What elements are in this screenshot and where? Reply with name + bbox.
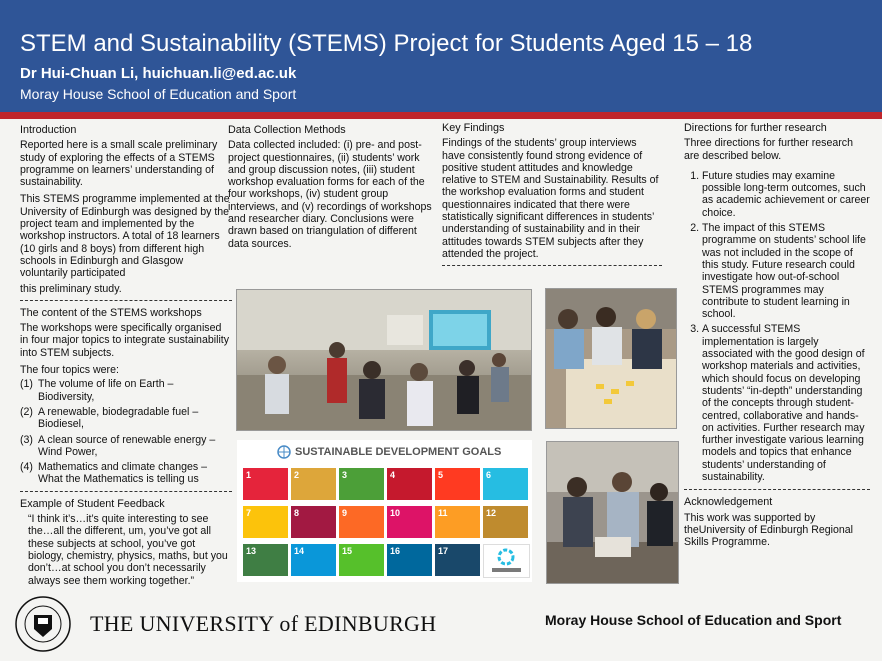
workshop-photo-classroom — [236, 289, 532, 431]
list-item: 1. Future studies may examine possible long-term outcomes, such as academic achievement or career choice. — [702, 170, 870, 219]
list-item: (4) Mathematics and climate changes – What the Mathematics is telling us — [20, 461, 207, 486]
university-name: THE UNIVERSITY of EDINBURGH — [90, 611, 437, 636]
footer-school-name: Moray House School of Education and Sport — [545, 612, 842, 628]
sdg-tile: 8 — [291, 506, 336, 538]
column-findings — [442, 122, 662, 272]
poster-title: STEM and Sustainability (STEMS) Project for Students Aged 15 – 18 — [20, 30, 753, 57]
acknowledgement-heading: Acknowledgement — [684, 496, 773, 509]
sdg-tile: 14 — [291, 544, 336, 576]
directions-heading: Directions for further research — [684, 122, 827, 134]
header-divider — [0, 112, 882, 119]
feedback-heading: Example of Student Feedback — [20, 497, 165, 510]
un-emblem-icon — [277, 445, 291, 459]
sdg-tile: 7 — [243, 506, 288, 538]
school-line: Moray House School of Education and Sport — [20, 86, 297, 102]
sdg-tile: 13 — [243, 544, 288, 576]
sdg-tile: 17 — [435, 544, 480, 576]
sdg-tile: 6 — [483, 468, 528, 500]
findings-heading: Key Findings — [442, 122, 505, 134]
workshop-photo-wind-turbine — [546, 441, 679, 584]
table-activity-scene-icon — [546, 289, 676, 428]
content-heading: The content of the STEMS workshops — [20, 306, 202, 319]
sdg-tile: 1 — [243, 468, 288, 500]
sdg-tile: 10 — [387, 506, 432, 538]
university-logo — [10, 593, 437, 655]
column-methods — [228, 124, 433, 255]
list-item: (1) The volume of life on Earth – Biodiversity, — [20, 378, 174, 403]
methods-paragraph: Data collected included: (i) pre- and post-project questionnaires, (ii) students’ work and group discussion notes, (iii) student workshop evaluation forms for each of the four workshops, (iv) student group interviews, and (v) recordings of workshops and researcher diary. Conclusions were drawn based on triangulation of different data sources. — [228, 139, 432, 250]
list-item: 2. The impact of this STEMS programme on students’ school life was not included in the scope of this study. Future research could investigate how out-of-school STEMS programmes may contribute to student learning in school. — [702, 222, 870, 320]
poster-header — [0, 0, 882, 112]
intro-paragraph-3: this preliminary study. — [20, 282, 122, 295]
methods-heading: Data Collection Methods — [228, 124, 346, 136]
list-item: (3) A clean source of renewable energy – Wind Power, — [20, 433, 216, 458]
sdg-tile: 4 — [387, 468, 432, 500]
feedback-quote: “I think it’s…it’s quite interesting to see the…all the different, um, you’ve got all these subjects at school, you’ve got biology, chemistry, physics, maths, but you don’t…at school you don’t necessarily always see them working together.” — [28, 513, 228, 587]
sdg-tile: 16 — [387, 544, 432, 576]
column-introduction — [20, 124, 232, 592]
topics-heading: The four topics were: — [20, 364, 119, 377]
list-item: (2) A renewable, biodegradable fuel – Biodiesel, — [20, 405, 199, 431]
divider — [20, 300, 232, 301]
classroom-scene-icon — [237, 290, 531, 430]
sdg-tile: 12 — [483, 506, 528, 538]
column-directions — [684, 122, 870, 554]
university-crest-icon — [14, 595, 72, 653]
sdg-wheel-icon — [484, 545, 529, 577]
sdg-title: SUSTAINABLE DEVELOPMENT GOALS — [295, 446, 502, 458]
sdg-tile: 3 — [339, 468, 384, 500]
intro-paragraph-2: This STEMS programme implemented at the University of Edinburgh was designed by the project team and implemented by the workshop instructors. A total of 18 learners (10 girls and 8 boys) from different high schools in Edinburgh and Glasgow voluntarily participated — [20, 193, 230, 280]
acknowledgement-text: This work was supported by theUniversity of Edinburgh Regional Skills Programme. — [684, 511, 854, 549]
divider — [684, 489, 870, 490]
workshop-photo-table-activity — [545, 288, 677, 429]
findings-paragraph: Findings of the students’ group interviews have consistently found strong evidence of positive student attitudes and knowledge relative to STEM and Sustainability. Results of the workshop evaluation forms and student questionnaires indicated that there were statistically significant differences in students’ understanding of sustainability and in their attitudes towards STEM subjects after they attended the project. — [442, 137, 659, 260]
sdg-tile-logo — [483, 544, 530, 578]
intro-paragraph-1: Reported here is a small scale preliminary study of exploring the effects of a STEMS programme on learners’ understanding of sustainability. — [20, 139, 218, 189]
group-work-scene-icon — [547, 442, 678, 583]
directions-intro: Three directions for further research are described below. — [684, 137, 853, 162]
introduction-heading: Introduction — [20, 124, 77, 136]
divider — [20, 491, 232, 492]
directions-list — [684, 170, 870, 483]
sdg-tile: 11 — [435, 506, 480, 538]
sdg-tile: 15 — [339, 544, 384, 576]
list-item: 3. A successful STEMS implementation is largely associated with the good design of workshop materials and activities, which should focus on developing students’ “in-depth” understanding of the concepts through student-centred, collaborative and hands-on activities. Further research may further investigate various learning models and topics that enhance students’ understanding of sustainability. — [702, 323, 870, 483]
content-paragraph: The workshops were specifically organised in four major topics to integrate sustainability into STEM subjects. — [20, 322, 230, 359]
sdg-tile: 5 — [435, 468, 480, 500]
sdg-panel — [237, 440, 532, 582]
sdg-tile: 9 — [339, 506, 384, 538]
sdg-tile: 2 — [291, 468, 336, 500]
divider — [442, 265, 662, 266]
author-line: Dr Hui-Chuan Li, huichuan.li@ed.ac.uk — [20, 65, 297, 82]
topics-list — [20, 378, 232, 485]
